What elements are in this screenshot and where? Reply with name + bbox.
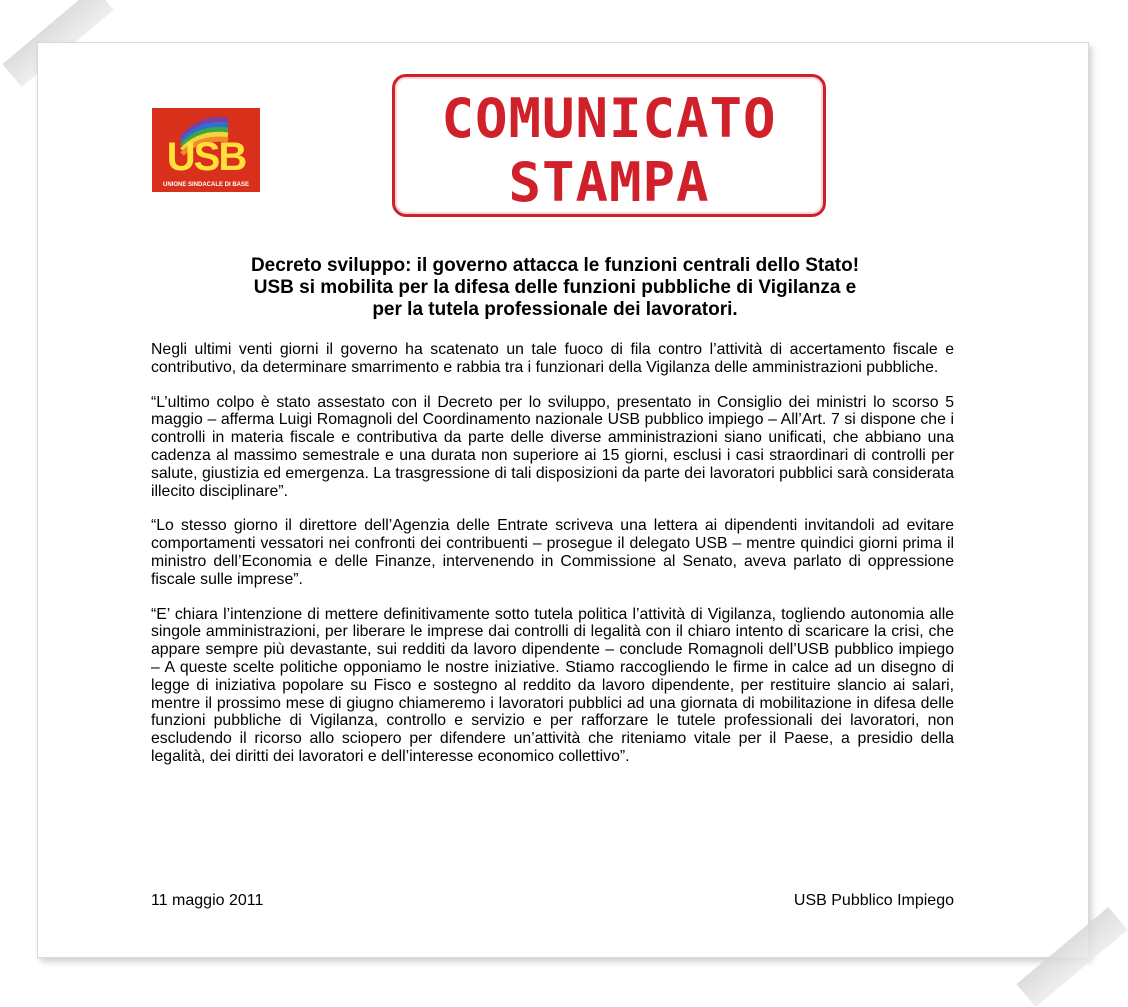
paragraph: “E’ chiara l’intenzione di mettere definitivamente sotto tutela politica l’attività di Vigilanza, togliendo autonomia alle singole amministrazioni, per liberare le imprese dai controlli di legalità con il chiaro intento di scaricare la crisi, che appare sempre più devastante, sui redditi da lavoro dipendente – conclude Romagnoli dell’USB pubblico impiego – A queste scelte politiche opponiamo le nostre iniziative. Stiamo raccogliendo le firme in calce ad un disegno di legge di iniziativa popolare su Fisco e sostegno al reddito da lavoro dipendente, per restituire slancio ai salari, mentre il prossimo mese di giugno chiameremo i lavoratori pubblici ad una giornata di mobilitazione in difesa delle funzioni pubbliche di Vigilanza, controllo e servizio e per rafforzare le tutele professionali dei lavoratori, non escludendo il ricorso allo sciopero per difendere un’attività che riteniamo vitale per il Paese, a presidio della legalità, dei diritti dei lavoratori e dell’interesse economico collettivo”.: [151, 605, 954, 765]
headline: [140, 255, 970, 321]
headline-line-1: Decreto sviluppo: il governo attacca le funzioni centrali dello Stato!: [250, 255, 860, 276]
paragraph: “Lo stesso giorno il direttore dell’Agenzia delle Entrate scriveva una lettera ai dipendenti invitandoli ad evitare comportamenti vessatori nei confronti dei contribuenti – prosegue il delegato USB – mentre quindici giorni prima il ministro dell’Economia e delle Finanze, intervenendo in Commissione al Senato, aveva parlato di oppressione fiscale sulle imprese”.: [151, 517, 954, 588]
paragraph: “L’ultimo colpo è stato assestato con il Decreto per lo sviluppo, presentato in Consiglio dei ministri lo scorso 5 maggio – afferma Luigi Romagnoli del Coordinamento nazionale USB pubblico impiego – All’Art. 7 si dispone che i controlli in materia fiscale e contributiva da parte delle diverse amministrazioni siano unificati, che abbiano una cadenza al massimo semestrale e una durata non superiore ai 15 giorni, esclusi i casi straordinari di controlli per salute, giustizia ed emergenza. La trasgressione di tali disposizioni da parte dei lavoratori pubblici sarà considerata illecito disciplinare”.: [151, 393, 954, 500]
stamp-line-2: STAMPA: [508, 151, 710, 214]
logo-caption: UNIONE SINDACALE DI BASE: [162, 182, 249, 188]
headline-line-2: USB si mobilita per la difesa delle funzioni pubbliche di Vigilanza e: [253, 277, 857, 298]
press-release-stamp: [392, 74, 826, 217]
paragraph: Negli ultimi venti giorni il governo ha scatenato un tale fuoco di fila contro l’attività di accertamento fiscale e contributivo, da determinare smarrimento e rabbia tra i funzionari della Vigilanza delle amministrazioni pubbliche.: [151, 341, 954, 376]
body-text: [151, 341, 954, 783]
footer-date: 11 maggio 2011: [151, 892, 264, 909]
logo-letters: USB: [166, 135, 246, 179]
headline-line-3: per la tutela professionale dei lavoratori.: [372, 299, 738, 320]
usb-logo: [152, 108, 260, 192]
stamp-line-1: COMUNICATO: [441, 87, 777, 150]
footer-signature: USB Pubblico Impiego: [793, 892, 954, 909]
